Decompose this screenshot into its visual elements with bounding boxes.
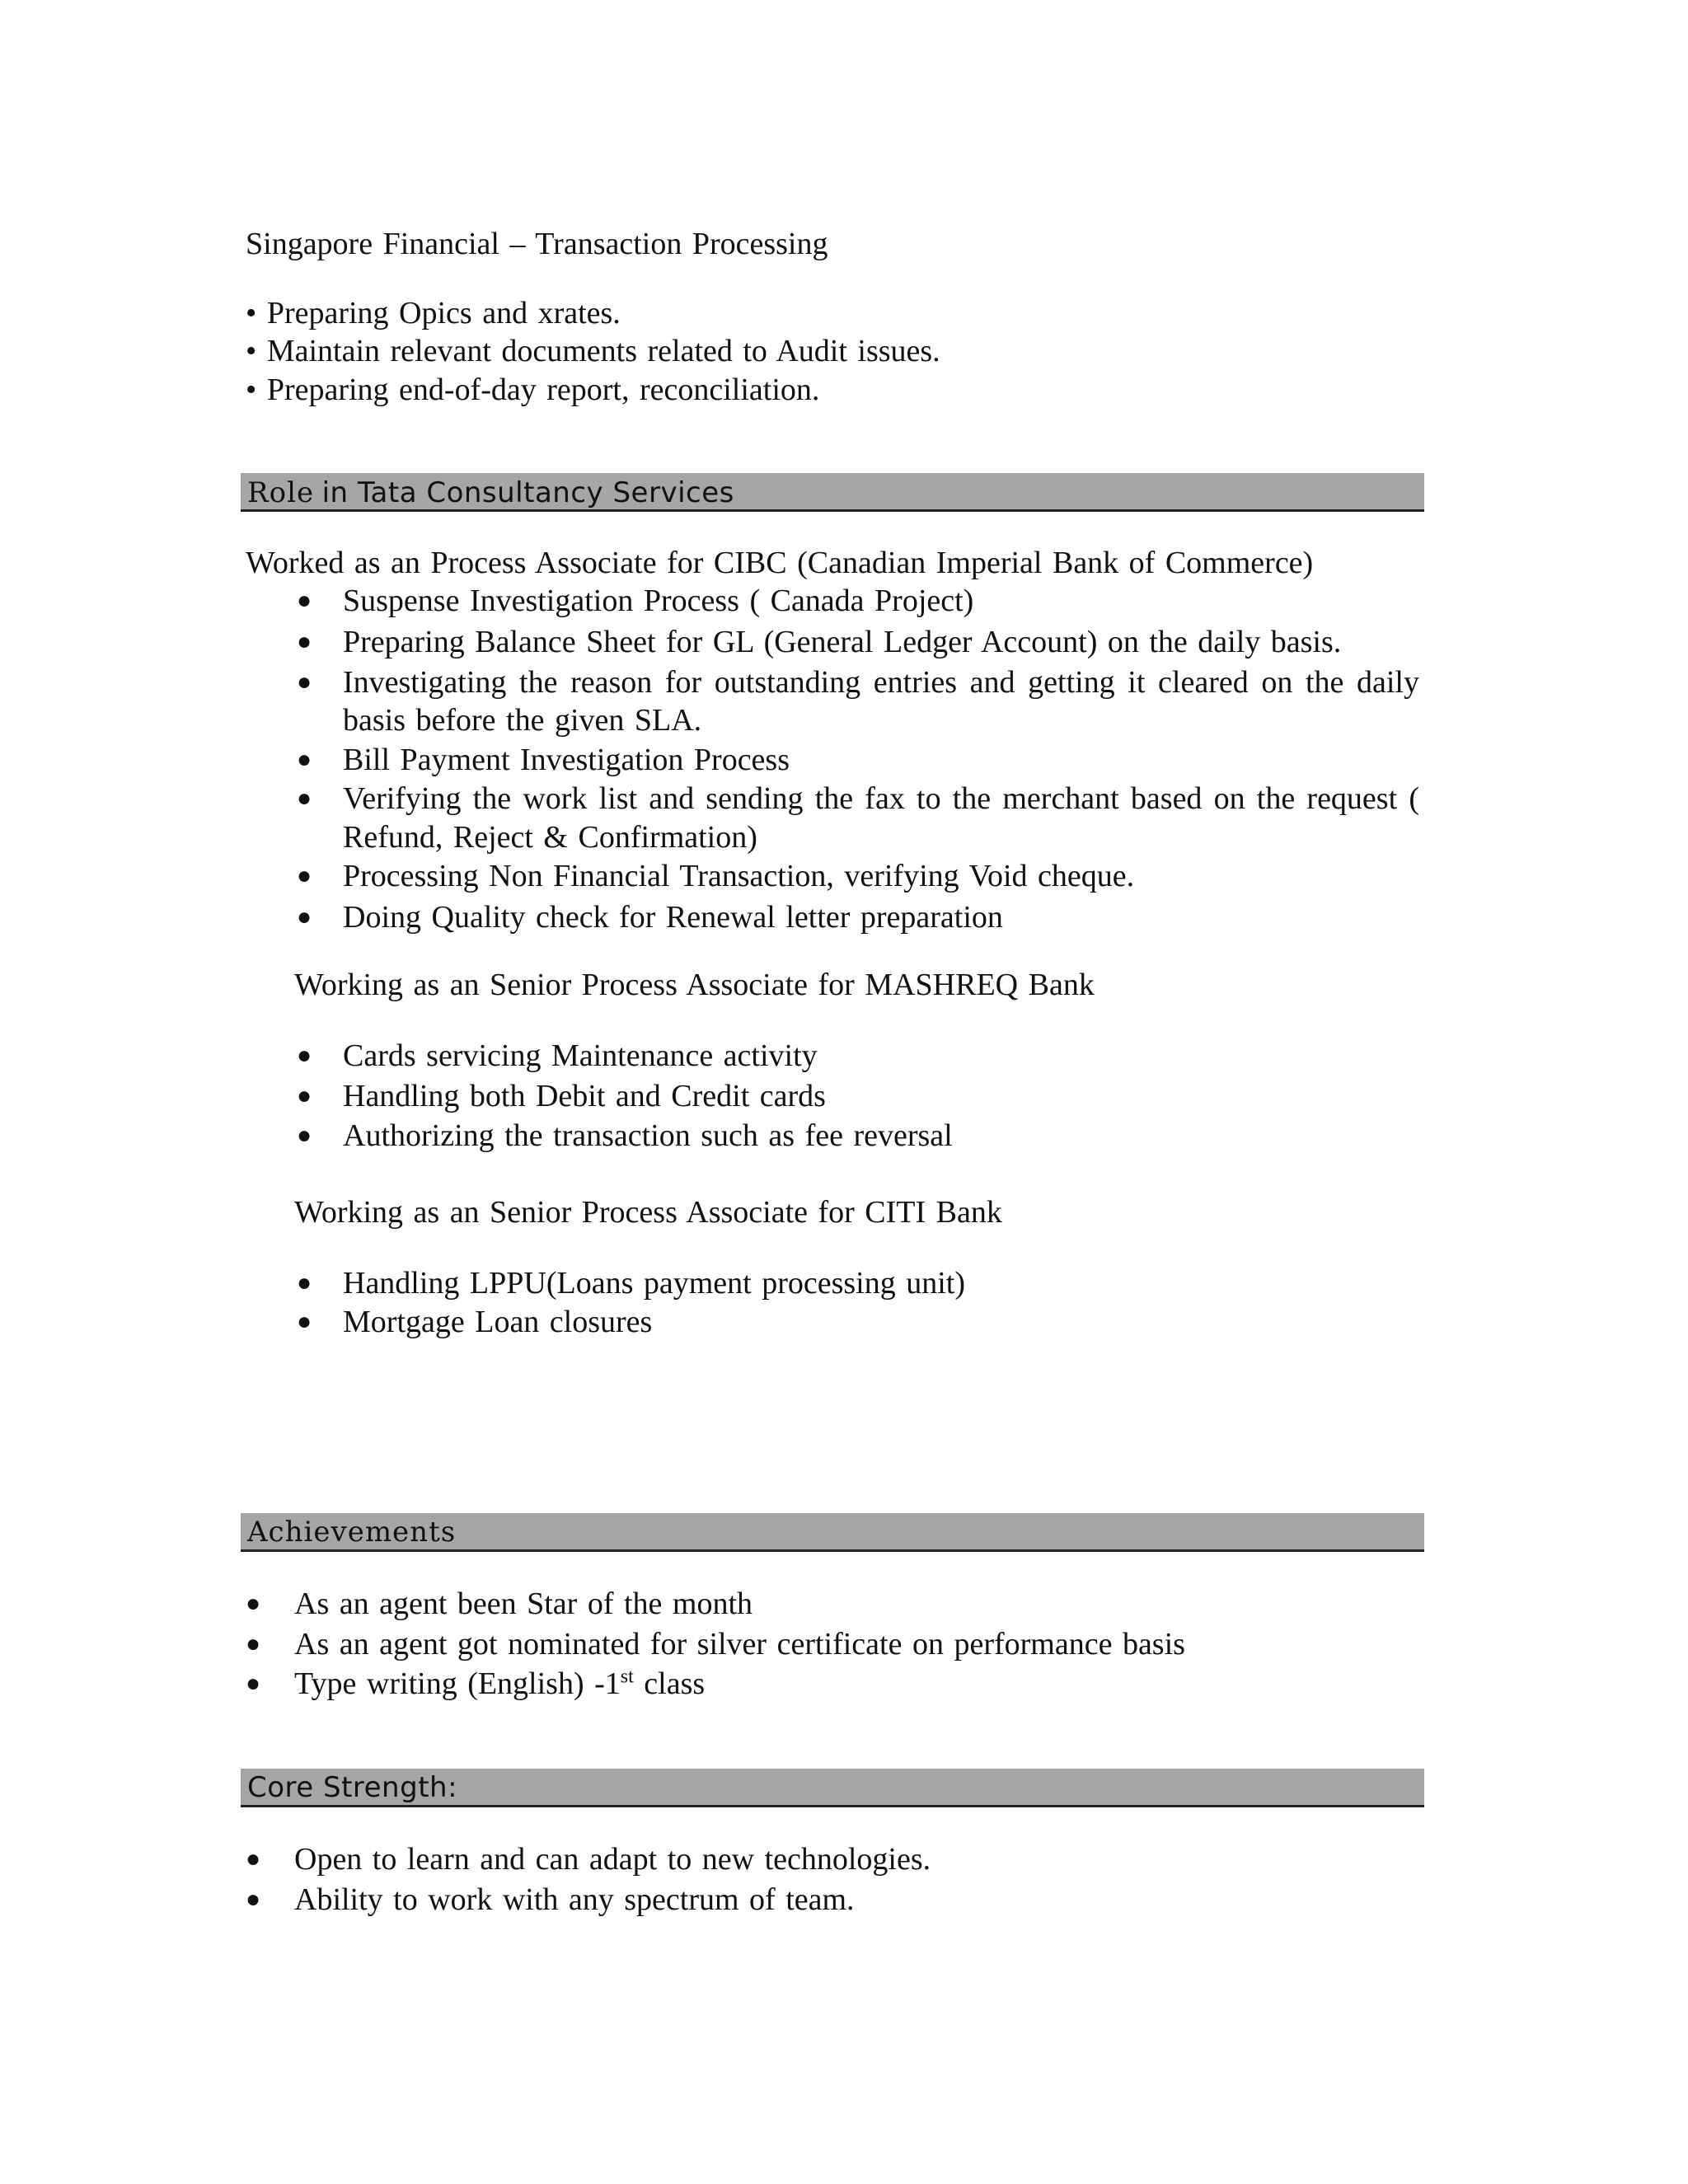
list-bullet: ● — [246, 1845, 261, 1872]
list-bullet: ● — [297, 1042, 312, 1069]
list-bullet: ● — [297, 903, 312, 930]
role-title — [247, 473, 734, 512]
list-bullet: ● — [297, 1308, 312, 1335]
cibc-item-6: Processing Non Financial Transaction, verifying Void cheque. — [343, 859, 1135, 893]
mashreq-item-3: Authorizing the transaction such as fee reversal — [343, 1118, 953, 1153]
list-bullet: ● — [246, 1670, 261, 1697]
list-bullet: ● — [297, 746, 312, 773]
typewriting-suffix: class — [633, 1666, 706, 1701]
role-title-part1: Role — [247, 476, 315, 509]
cibc-item-5a: Verifying the work list and sending the fax to the merchant based on the request ( — [343, 781, 1419, 816]
list-bullet: ● — [246, 1886, 261, 1913]
core-item-2: Ability to work with any spectrum of team. — [294, 1882, 855, 1917]
mashreq-intro: Working as an Senior Process Associate for MASHREQ Bank — [294, 968, 1095, 1002]
list-bullet: ● — [297, 1269, 312, 1296]
section-header-achievements — [241, 1513, 1424, 1552]
sgp-item-1: Preparing Opics and xrates. — [266, 296, 621, 330]
sgp-bullet-3 — [246, 371, 819, 409]
mashreq-item-1: Cards servicing Maintenance activity — [343, 1038, 818, 1073]
cibc-item-4: Bill Payment Investigation Process — [343, 743, 790, 777]
core-title: Core Strength: — [247, 1771, 458, 1804]
list-bullet: ● — [297, 1122, 312, 1149]
bullet-glyph: • — [246, 334, 257, 368]
achievements-title: Achievements — [247, 1516, 457, 1549]
cibc-item-1: Suspense Investigation Process ( Canada Project) — [343, 583, 974, 618]
cibc-item-2: Preparing Balance Sheet for GL (General Ledger Account) on the daily basis. — [343, 625, 1342, 659]
cibc-item-3b: basis before the given SLA. — [343, 703, 702, 738]
list-bullet: ● — [297, 628, 312, 655]
sgp-bullet-1 — [246, 294, 621, 332]
cibc-item-3a: Investigating the reason for outstanding entries and getting it cleared on the daily — [343, 665, 1419, 700]
cibc-item-5b: Refund, Reject & Confirmation) — [343, 820, 757, 855]
bullet-glyph: • — [246, 296, 257, 330]
sgp-heading: Singapore Financial – Transaction Processing — [246, 227, 828, 261]
core-item-1: Open to learn and can adapt to new technologies. — [294, 1842, 931, 1877]
list-bullet: ● — [297, 862, 312, 889]
section-header-core-strength — [241, 1769, 1424, 1807]
role-title-part2: in Tata Consultancy Services — [321, 476, 734, 509]
sgp-bullet-2 — [246, 332, 940, 370]
list-bullet: ● — [246, 1590, 261, 1617]
cibc-item-7: Doing Quality check for Renewal letter preparation — [343, 900, 1003, 935]
list-bullet: ● — [297, 785, 312, 812]
bullet-glyph: • — [246, 373, 257, 407]
list-bullet: ● — [246, 1630, 261, 1657]
achievement-item-1: As an agent been Star of the month — [294, 1586, 753, 1621]
typewriting-sup: st — [620, 1666, 634, 1688]
citi-item-2: Mortgage Loan closures — [343, 1305, 653, 1339]
list-bullet: ● — [297, 668, 312, 696]
achievement-item-2: As an agent got nominated for silver certificate on performance basis — [294, 1627, 1185, 1661]
cibc-intro: Worked as an Process Associate for CIBC (Canadian Imperial Bank of Commerce) — [246, 546, 1314, 580]
mashreq-item-2: Handling both Debit and Credit cards — [343, 1079, 826, 1113]
citi-intro: Working as an Senior Process Associate for CITI Bank — [294, 1195, 1002, 1230]
list-bullet: ● — [297, 587, 312, 614]
typewriting-prefix: Type writing (English) -1 — [294, 1666, 621, 1701]
section-header-role — [241, 473, 1424, 512]
sgp-item-2: Maintain relevant documents related to Audit issues. — [266, 334, 940, 368]
achievement-item-3 — [294, 1665, 705, 1703]
list-bullet: ● — [297, 1082, 312, 1109]
citi-item-1: Handling LPPU(Loans payment processing unit) — [343, 1266, 966, 1301]
sgp-item-3: Preparing end-of-day report, reconciliation. — [266, 373, 820, 407]
